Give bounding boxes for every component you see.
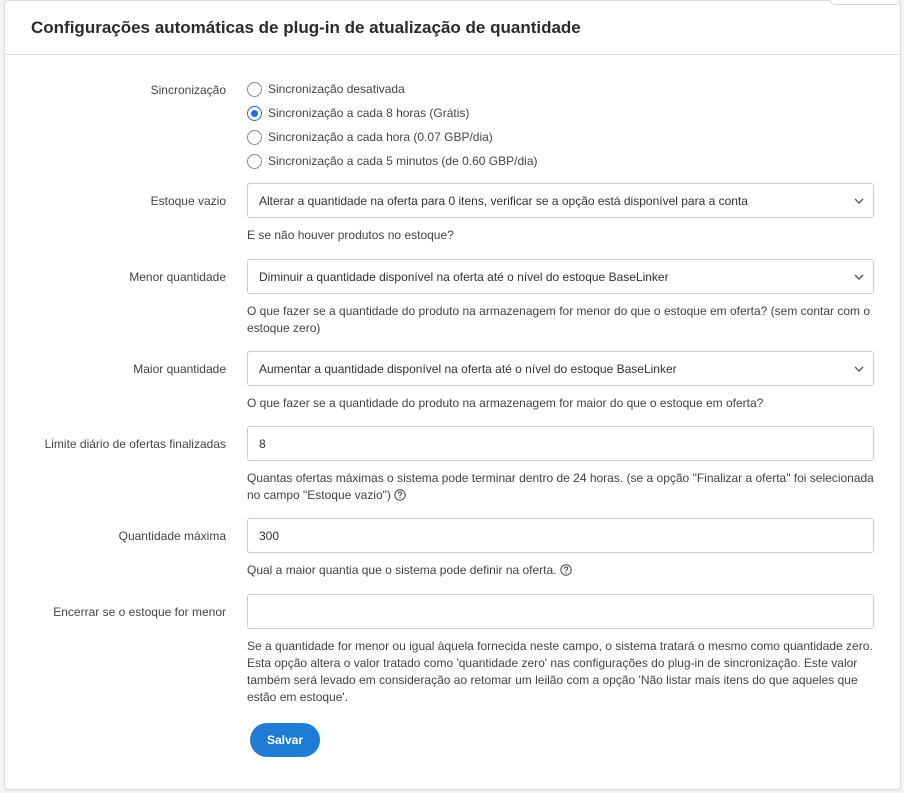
- end-if-lower-label: Encerrar se o estoque for menor: [53, 605, 226, 619]
- radio-button[interactable]: [247, 106, 262, 121]
- page-title: Configurações automáticas de plug-in de atualização de quantidade: [31, 17, 581, 37]
- end-if-lower-control: [247, 594, 874, 706]
- daily-limit-control: [247, 426, 874, 504]
- help-text: Qual a maior quantia que o sistema pode definir na oferta.: [247, 563, 557, 577]
- chevron-down-icon: [852, 270, 866, 284]
- settings-panel: [4, 0, 901, 790]
- help-text: Quantas ofertas máximas o sistema pode terminar dentro de 24 horas. (se a opção "Finalizar a oferta" foi selecionada no campo "Estoque vazio"): [247, 471, 874, 502]
- sync-label: Sincronização: [150, 83, 226, 97]
- higher-qty-help: O que fazer se a quantidade do produto na armazenagem for maior do que o estoque em oferta?: [247, 396, 764, 410]
- empty-stock-control: [247, 183, 874, 244]
- select-value: Diminuir a quantidade disponível na oferta até o nível do estoque BaseLinker: [259, 269, 669, 284]
- lower-qty-help: O que fazer se a quantidade do produto na armazenagem for menor do que o estoque em oferta? (sem contar com o estoque zero): [247, 304, 871, 335]
- max-qty-input[interactable]: [247, 518, 874, 553]
- radio-button[interactable]: [247, 130, 262, 145]
- max-qty-label: Quantidade máxima: [118, 529, 226, 543]
- radio-button[interactable]: [247, 154, 262, 169]
- save-button[interactable]: Salvar: [250, 723, 320, 757]
- higher-qty-control: [247, 351, 874, 412]
- max-qty-help: [247, 562, 874, 579]
- max-qty-control: [247, 518, 874, 579]
- daily-limit-help: [247, 470, 874, 504]
- lower-qty-control: [247, 259, 874, 337]
- daily-limit-input[interactable]: [247, 426, 874, 461]
- select-value: Aumentar a quantidade disponível na oferta até o nível do estoque BaseLinker: [259, 361, 677, 376]
- question-circle-icon[interactable]: [394, 489, 406, 501]
- sync-option-hourly[interactable]: [247, 125, 874, 149]
- panel-header: [5, 1, 900, 55]
- sync-option-disabled[interactable]: [247, 77, 874, 101]
- radio-label: Sincronização a cada 8 horas (Grátis): [268, 106, 470, 120]
- input-value: 8: [259, 436, 266, 451]
- higher-qty-select[interactable]: [247, 351, 874, 386]
- radio-label: Sincronização a cada hora (0.07 GBP/dia): [268, 130, 493, 144]
- question-circle-icon[interactable]: [560, 564, 572, 576]
- chevron-down-icon: [852, 194, 866, 208]
- sync-radio-group: [247, 77, 874, 173]
- lower-qty-label: Menor quantidade: [129, 270, 226, 284]
- select-value: Alterar a quantidade na oferta para 0 itens, verificar se a opção está disponível para a conta: [259, 193, 748, 208]
- empty-stock-help: E se não houver produtos no estoque?: [247, 228, 454, 242]
- sync-option-8-hours[interactable]: [247, 101, 874, 125]
- sync-option-5-minutes[interactable]: [247, 149, 874, 173]
- daily-limit-label: Limite diário de ofertas finalizadas: [44, 437, 226, 451]
- radio-button[interactable]: [247, 82, 262, 97]
- higher-qty-label: Maior quantidade: [133, 362, 226, 376]
- radio-label: Sincronização a cada 5 minutos (de 0.60 GBP/dia): [268, 154, 538, 168]
- lower-qty-select[interactable]: [247, 259, 874, 294]
- radio-label: Sincronização desativada: [268, 82, 405, 96]
- end-if-lower-help: Se a quantidade for menor ou igual àquela fornecida neste campo, o sistema tratará o mesmo como quantidade zero. Esta opção altera o valor tratado como 'quantidade zero' nas configurações do plug-in de sincronização. Este valor também será levado em consideração ao retomar um leilão com a opção 'Não listar mais itens do que aqueles que estão em estoque'.: [247, 639, 873, 704]
- chevron-down-icon: [852, 362, 866, 376]
- input-value: 300: [259, 528, 280, 543]
- end-if-lower-input[interactable]: [247, 594, 874, 629]
- empty-stock-label: Estoque vazio: [150, 194, 226, 208]
- corner-tab: [830, 0, 900, 5]
- empty-stock-select[interactable]: [247, 183, 874, 218]
